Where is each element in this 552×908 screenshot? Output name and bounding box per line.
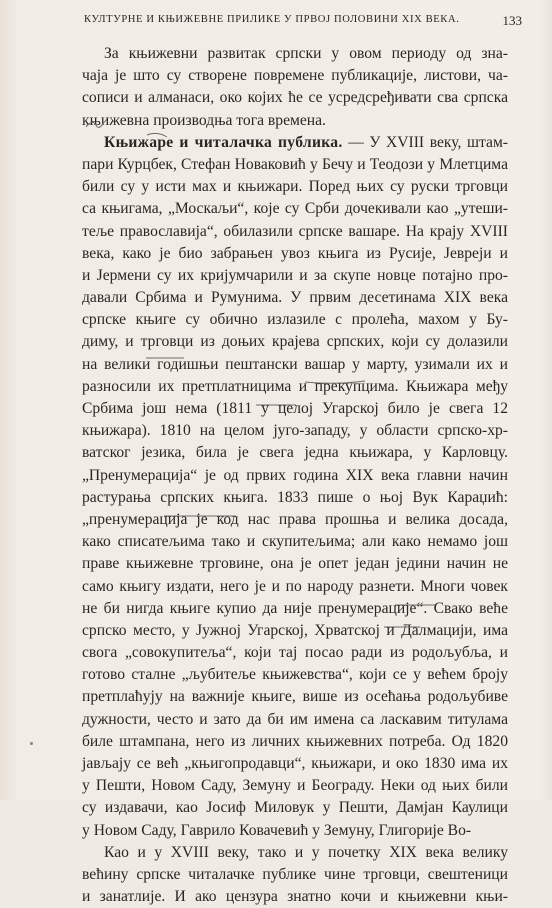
- text-line: века, како је био забрањен увоз књига из Русије, Јевреји и: [82, 244, 508, 262]
- section-heading: Књижаре и читалачка публика.: [104, 133, 343, 151]
- text-line: За књижевни развитак српски у овом периоду од зна-: [104, 45, 508, 62]
- text-line: само књигу издати, него је и по народу разнети. Многи човек: [82, 577, 508, 595]
- text-line: у Пешти, Новом Саду, Земуну и Београду. Неки од њих били: [82, 777, 508, 795]
- text-line: дужности, често и зато да би им имена са ласкавим титулама: [82, 710, 508, 728]
- text-line: како списатељима тако и скупитељима; али како немамо још: [82, 533, 508, 551]
- text-line: јављају се већ „књигопродавци“, књижари, и око 1830 има их: [82, 755, 508, 772]
- text-line: праве књижевне трговине, она је опет један једини начин не: [82, 555, 508, 573]
- paragraph-bookshops: [82, 132, 508, 842]
- text-line: српско место, у Јужној Угарској, Хрватској и Далмацији, има: [82, 621, 508, 639]
- text-line: књижевна производња тога времена.: [82, 111, 326, 129]
- page-body: [82, 43, 508, 908]
- text-line-continuation: — У XVIII веку, штам-: [342, 133, 509, 151]
- text-line: ватског језика, била је свега једна књижара, у Карловцу.: [82, 444, 508, 462]
- text-line: „Пренумерација“ је од првих година XIX века главни начин: [82, 466, 508, 484]
- page-speck: [30, 742, 33, 745]
- text-line: и занатлије. И ако цензура знатно кочи и књижевни књи-: [82, 888, 508, 906]
- text-line: већину српске читалачке публике чине трговци, свештеници: [82, 865, 508, 883]
- paragraph-intro: [82, 43, 508, 132]
- text-line: на велики годишњи пештански вашар у марту, узимали их и: [82, 355, 508, 373]
- text-line: не би нигда књиге купио да није пренумерације“. Свако веће: [82, 599, 508, 617]
- text-line: биле штампана, него из личних књижевних потреба. Од 1820: [82, 732, 508, 750]
- page-number: 133: [502, 13, 522, 28]
- text-line: сописи и алманаси, око којих ће се усредсређивати сва српска: [82, 89, 508, 107]
- text-line: били су у исти мах и књижари. Поред њих су руски трговци: [82, 178, 508, 196]
- text-line: [82, 132, 508, 154]
- running-title: КУЛТУРНЕ И КЊИЖЕВНЕ ПРИЛИКЕ У ПРВОЈ ПОЛОВИНИ XIX ВЕКА.: [84, 14, 460, 25]
- text-line: су издавачи, као Јосиф Миловук у Пешти, Дамјан Каулици: [82, 799, 508, 817]
- text-line: књижара). 1810 на целом југо-западу, у области српско-хр-: [82, 422, 508, 440]
- text-line: у Новом Саду, Гаврило Ковачевић у Земуну, Глигорије Во-: [82, 821, 472, 839]
- text-line: Као и у XVIII веку, тако и у почетку XIX века велику: [104, 843, 508, 861]
- text-line: српске књиге су обично излазиле с пролећа, махом у Бу-: [82, 311, 508, 329]
- text-line: „пренумерација је код нас права прошња и велика досада,: [82, 510, 508, 528]
- text-line: са књигама, „Москаљи“, које су Срби дочекивали као „утеши-: [82, 200, 508, 218]
- text-line: растурања српских књига. 1833 пише о њој Вук Караџић:: [82, 488, 508, 506]
- text-line: теље православија“, обилазили српске вашаре. На крају XVIII: [82, 222, 508, 240]
- running-header: [84, 13, 522, 28]
- text-line: разносили их претплатницима и прекупцима. Књижара међу: [82, 377, 508, 395]
- text-line: чаја је што су створене повремене публикације, листови, ча-: [82, 67, 508, 85]
- text-line: претплаћују на важније књиге, више из осећања родољубиве: [82, 688, 508, 706]
- text-line: давали Србима и Румунима. У првим десетинама XIX века: [82, 289, 508, 307]
- text-line: пари Курцбек, Стефан Новаковић у Бечу и Теодози у Млетцима: [82, 155, 508, 173]
- paragraph-readers: [82, 842, 508, 908]
- text-line: свога „совокупитеља“, који тај посао ради из родољубља, и: [82, 644, 508, 662]
- text-line: Србима још нема (1811 у целој Угарској било је свега 12: [82, 400, 508, 417]
- text-line: диму, и трговци из доњих крајева српских, који су долазили: [82, 333, 508, 351]
- text-line: и Јермени су их кријумчарили и за скупе новце потајно про-: [82, 266, 508, 284]
- text-line: готово сталне „љубитеље књижевства“, који се у већем броју: [82, 666, 508, 684]
